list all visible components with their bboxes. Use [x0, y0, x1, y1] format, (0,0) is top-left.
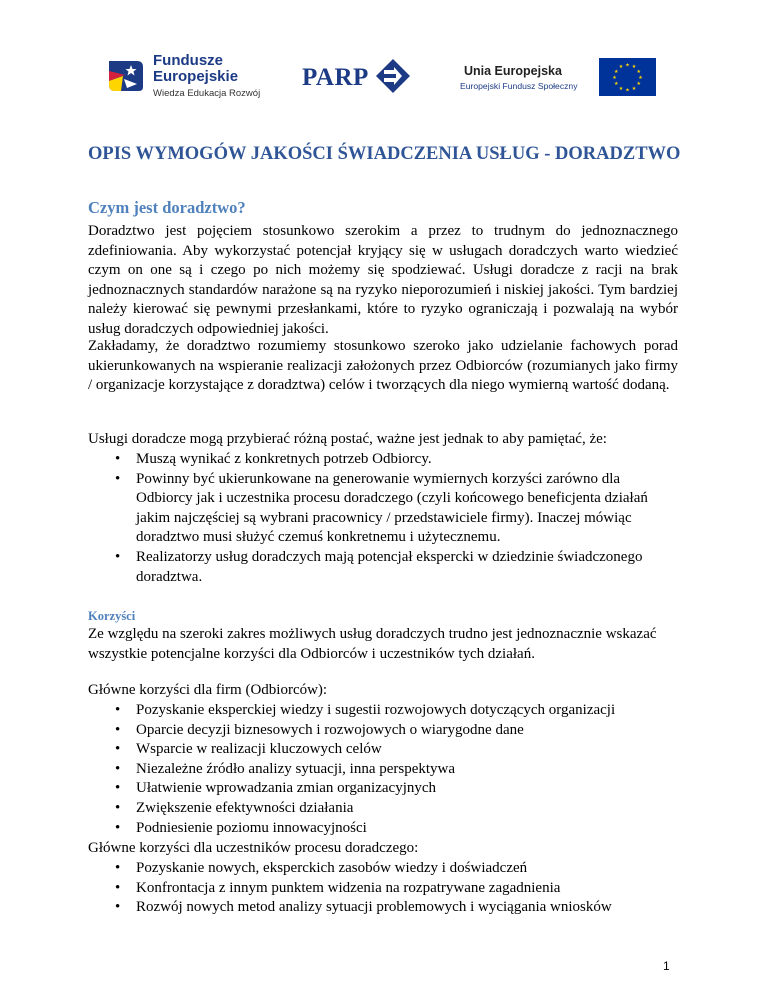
ue-line1: Unia Europejska — [464, 64, 562, 78]
requirements-list — [88, 450, 680, 587]
svg-text:★: ★ — [618, 85, 624, 92]
participant-benefits-list — [88, 859, 680, 918]
parp-mark-icon — [375, 58, 411, 94]
paragraph-6: Główne korzyści dla uczestników procesu doradczego: — [88, 840, 419, 856]
list-item: • Muszą wynikać z konkretnych potrzeb Odbiorcy. — [88, 450, 680, 470]
unia-europejska-logo — [460, 58, 660, 102]
svg-text:★: ★ — [631, 64, 637, 71]
list-item: • Konfrontacja z innym punktem widzenia na rozpatrywane zagadnienia — [88, 879, 680, 899]
list-item: • Zwiększenie efektywności działania — [88, 799, 680, 819]
list-item: • Powinny być ukierunkowane na generowanie wymiernych korzyści zarówno dla Odbiorcy jak i uczestnika procesu doradczego (czyli końcowego beneficjenta działań jakim najczęściej są wybrani pracownicy / przedstawiciele firmy). Inaczej mówiąc doradztwo musi służyć czemuś konkretnemu i użytecznemu. — [88, 470, 680, 548]
subheading-korzysci: Korzyści — [88, 609, 136, 623]
svg-text:★: ★ — [636, 81, 642, 87]
paragraph-1: Doradztwo jest pojęciem stosunkowo szerokim a przez to trudnym do jednoznacznego zdefiniowania. Aby wykorzystać potencjał kryjący się w usługach doradczych warto wiedzieć czym on one są i czego po nich możemy się spodziewać. Usługi doradcze z racji na brak jednoznacznych standardów narażone są na ryzyko nieporozumień i niskiej jakości. Tym bardziej należy kierować się pewnymi przesłankami, które to ryzyko ograniczają i pozwalają na wybór usług doradczych odpowiedniej jakości. — [88, 223, 678, 337]
svg-text:★: ★ — [638, 75, 643, 81]
fe-line3: Wiedza Edukacja Rozwój — [153, 88, 261, 99]
svg-text:★: ★ — [613, 81, 619, 87]
document-title: OPIS WYMOGÓW JAKOŚCI ŚWIADCZENIA USŁUG - DORADZTWO — [88, 144, 681, 164]
page-number: 1 — [663, 959, 670, 973]
svg-text:★: ★ — [625, 62, 630, 69]
paragraph-4: Ze względu na szeroki zakres możliwych usług doradczych trudno jest jednoznacznie wskazać wszystkie potencjalne korzyści dla Odbiorców i uczestników tych działań. — [88, 626, 657, 662]
svg-text:★: ★ — [613, 69, 619, 75]
fe-flag-icon — [107, 57, 147, 93]
list-item: • Realizatorzy usług doradczych mają potencjał ekspercki w dziedzinie świadczonego doradztwa. — [88, 548, 680, 587]
parp-logo — [302, 58, 412, 96]
svg-text:★: ★ — [625, 87, 630, 94]
list-item: • Oparcie decyzji biznesowych i rozwojowych o wiarygodne dane — [88, 721, 680, 741]
list-item: • Ułatwienie wprowadzania zmian organizacyjnych — [88, 779, 680, 799]
eu-flag-icon — [599, 58, 656, 96]
svg-text:★: ★ — [612, 75, 617, 81]
section-heading: Czym jest doradztwo? — [88, 198, 246, 217]
svg-text:★: ★ — [618, 64, 624, 71]
fe-line2: Europejskie — [153, 68, 239, 85]
list-item: • Pozyskanie eksperckiej wiedzy i sugestii rozwojowych dotyczących organizacji — [88, 701, 680, 721]
list-item: • Podniesienie poziomu innowacyjności — [88, 819, 680, 839]
list-item: • Rozwój nowych metod analizy sytuacji problemowych i wyciągania wniosków — [88, 898, 680, 918]
header-logos — [0, 36, 768, 116]
svg-text:★: ★ — [636, 69, 642, 75]
fundusze-europejskie-logo — [107, 47, 267, 107]
list-item: • Wsparcie w realizacji kluczowych celów — [88, 740, 680, 760]
fe-line1: Fundusze — [153, 52, 223, 69]
ue-line2: Europejski Fundusz Społeczny — [460, 81, 578, 91]
svg-text:★: ★ — [631, 85, 637, 92]
list-item: • Niezależne źródło analizy sytuacji, inna perspektywa — [88, 760, 680, 780]
firm-benefits-list — [88, 701, 680, 838]
paragraph-3: Usługi doradcze mogą przybierać różną postać, ważne jest jednak to aby pamiętać, że: — [88, 431, 607, 447]
list-item: • Pozyskanie nowych, eksperckich zasobów wiedzy i doświadczeń — [88, 859, 680, 879]
paragraph-5: Główne korzyści dla firm (Odbiorców): — [88, 682, 328, 698]
parp-text: PARP — [302, 64, 369, 91]
paragraph-2: Zakładamy, że doradztwo rozumiemy stosunkowo szeroko jako udzielanie fachowych porad ukierunkowanych na wspieranie realizacji założonych przez Odbiorców (rozumianych jako firmy / organizacje korzystające z doradztwa) celów i tworzących dla niego wymierną wartość dodaną. — [88, 338, 678, 394]
